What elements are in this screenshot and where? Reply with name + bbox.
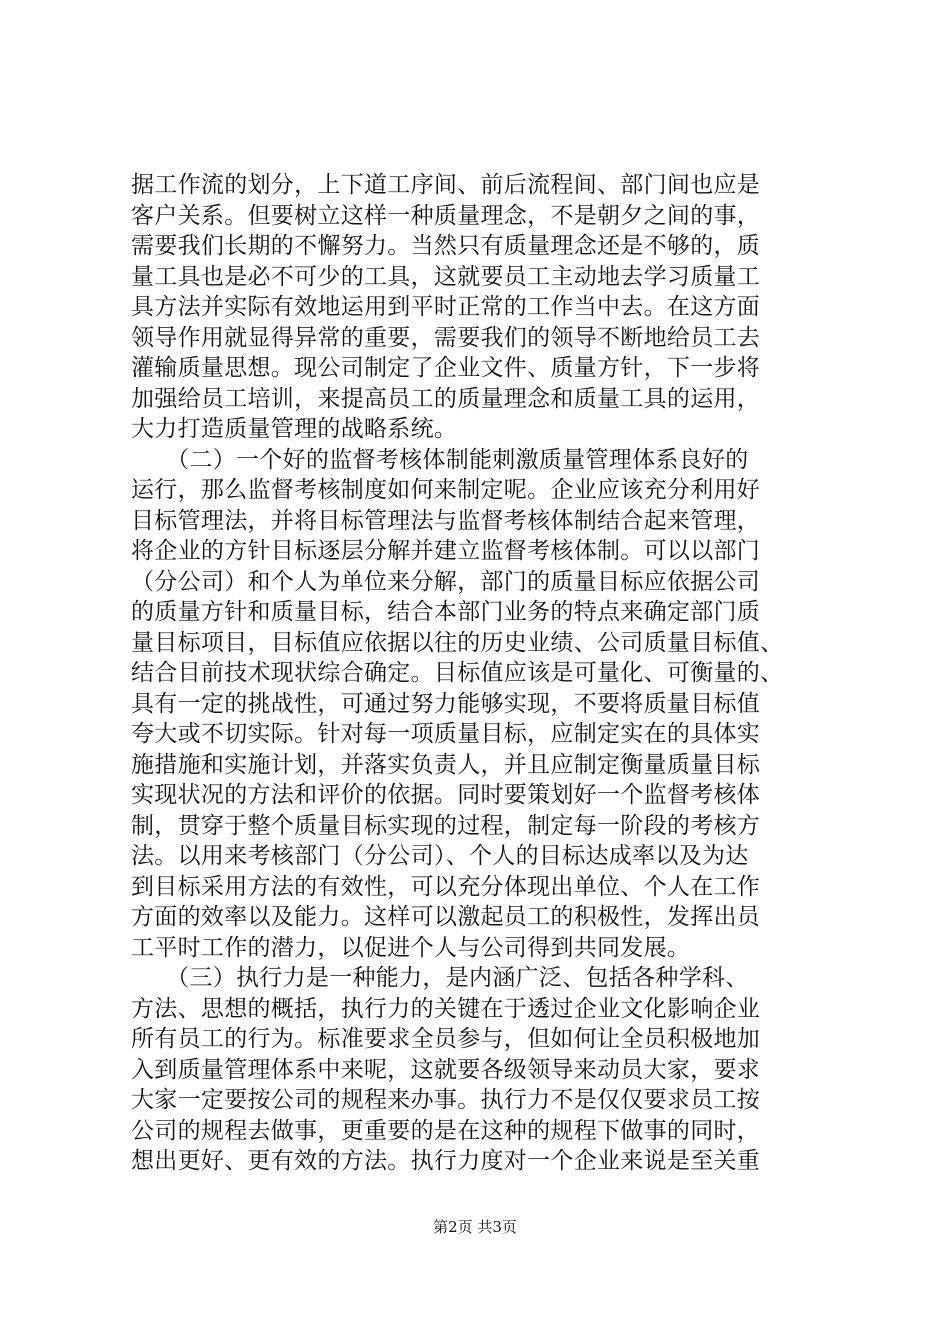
text-line: 想出更好、更有效的方法。执行力度对一个企业来说是至关重 xyxy=(131,1148,761,1174)
text-line: 量工具也是必不可少的工具，这就要员工主动地去学习质量工 xyxy=(131,263,761,290)
text-line: 方法、思想的概括，执行力的关键在于透过企业文化影响企业 xyxy=(131,995,761,1022)
text-line: 加强给员工培训，来提高员工的质量理念和质量工具的运用， xyxy=(131,385,761,412)
text-line: 结合目前技术现状综合确定。目标值应该是可量化、可衡量的、 xyxy=(131,660,784,686)
text-line: 夸大或不切实际。针对每一项质量目标，应制定实在的具体实 xyxy=(131,721,761,747)
text-line: 入到质量管理体系中来呢，这就要各级领导来动员大家，要求 xyxy=(131,1056,761,1083)
text-line: 客户关系。但要树立这样一种质量理念，不是朝夕之间的事， xyxy=(131,202,761,229)
text-line: 灌输质量思想。现公司制定了企业文件、质量方针，下一步将 xyxy=(131,355,761,381)
text-line: （分公司）和个人为单位来分解，部门的质量目标应依据公司 xyxy=(131,568,761,595)
text-line: 所有员工的行为。标准要求全员参与，但如何让全员积极地加 xyxy=(131,1026,761,1052)
text-line: 具有一定的挑战性，可通过努力能够实现，不要将质量目标值 xyxy=(131,690,761,717)
text-line: 将企业的方针目标逐层分解并建立监督考核体制。可以以部门 xyxy=(131,538,761,564)
text-line: 据工作流的划分，上下道工序间、前后流程间、部门间也应是 xyxy=(131,172,761,198)
text-line: 大家一定要按公司的规程来办事。执行力不是仅仅要求员工按 xyxy=(131,1087,761,1113)
text-line: 工平时工作的潜力，以促进个人与公司得到共同发展。 xyxy=(131,934,691,961)
text-line: （三）执行力是一种能力，是内涵广泛、包括各种学科、 xyxy=(131,965,749,991)
text-line: 大力打造质量管理的战略系统。 xyxy=(131,416,458,442)
body-text xyxy=(131,170,834,1177)
text-line: 实现状况的方法和评价的依据。同时要策划好一个监督考核体 xyxy=(131,782,761,808)
text-line: 目标管理法，并将目标管理法与监督考核体制结合起来管理， xyxy=(131,507,761,534)
text-line: （二）一个好的监督考核体制能刺激质量管理体系良好的 xyxy=(131,446,749,473)
text-line: 制，贯穿于整个质量目标实现的过程，制定每一阶段的考核方 xyxy=(131,812,761,839)
text-line: 具方法并实际有效地运用到平时正常的工作当中去。在这方面 xyxy=(131,294,761,320)
text-line: 方面的效率以及能力。这样可以激起员工的积极性，发挥出员 xyxy=(131,904,761,930)
page-footer: 第2页 共3页 xyxy=(433,1218,517,1236)
text-line: 需要我们长期的不懈努力。当然只有质量理念还是不够的，质 xyxy=(131,233,761,259)
text-line: 公司的规程去做事，更重要的是在这种的规程下做事的同时， xyxy=(131,1117,761,1144)
text-line: 施措施和实施计划，并落实负责人，并且应制定衡量质量目标 xyxy=(131,751,761,778)
text-line: 运行，那么监督考核制度如何来制定呢。企业应该充分利用好 xyxy=(131,477,761,503)
text-line: 法。以用来考核部门（分公司）、个人的目标达成率以及为达 xyxy=(131,843,749,869)
text-line: 的质量方针和质量目标，结合本部门业务的特点来确定部门质 xyxy=(131,599,761,625)
text-line: 到目标采用方法的有效性，可以充分体现出单位、个人在工作 xyxy=(131,873,761,900)
text-line: 领导作用就显得异常的重要，需要我们的领导不断地给员工去 xyxy=(131,324,761,351)
text-line: 量目标项目，目标值应依据以往的历史业绩、公司质量目标值、 xyxy=(131,629,784,656)
